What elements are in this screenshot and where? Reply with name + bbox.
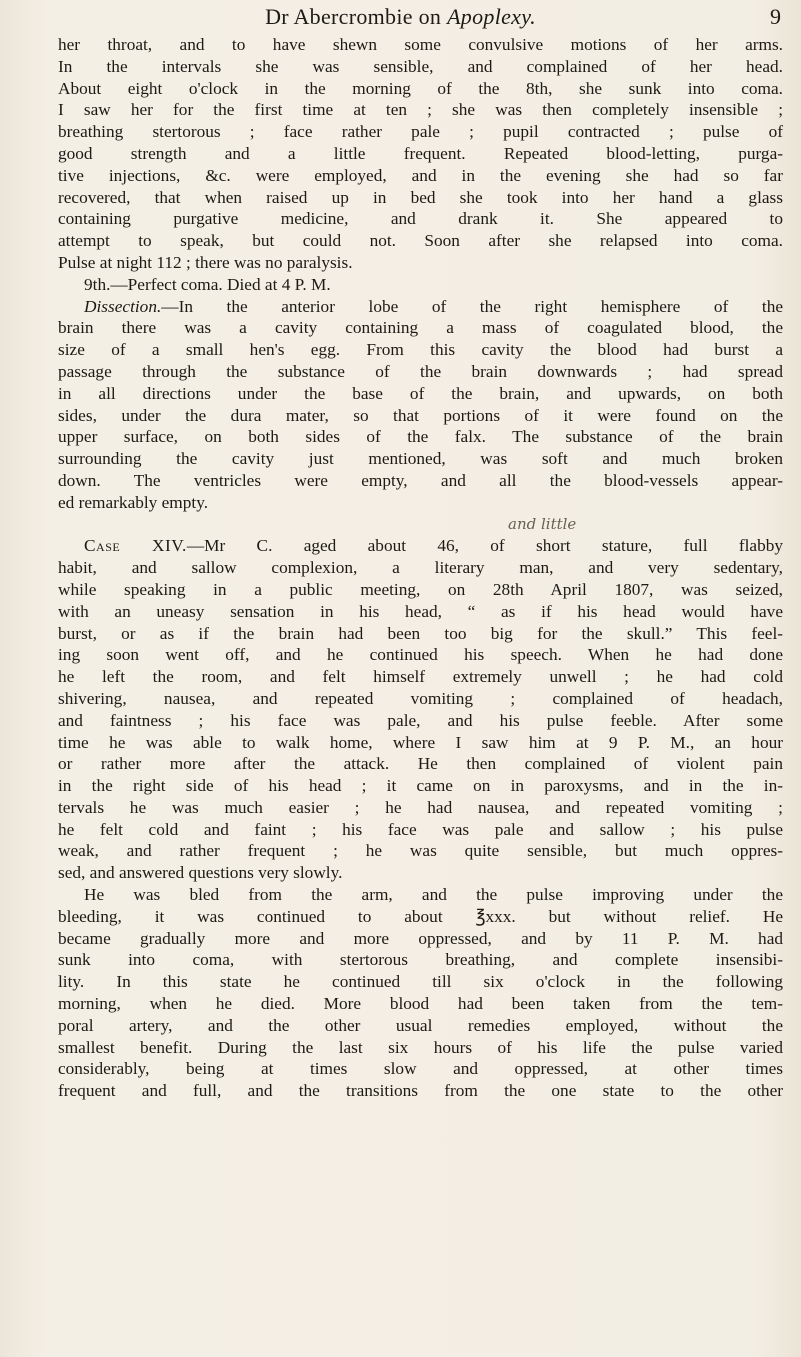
running-head-author: Dr Abercrombie on bbox=[265, 4, 442, 29]
text-line: with an uneasy sensation in his head, “ as if his head would have bbox=[58, 601, 783, 621]
text-line: size of a small hen's egg. From this cavity the blood had burst a bbox=[58, 340, 783, 360]
text-line: containing purgative medicine, and drank it. She appeared to bbox=[58, 209, 783, 229]
text-line: —Mr C. aged about 46, of short stature, full flabby bbox=[186, 536, 783, 556]
text-line: and faintness ; his face was pale, and his pulse feeble. After some bbox=[58, 710, 783, 730]
running-head bbox=[0, 2, 801, 32]
text-line: frequent and full, and the transitions from the one state to the other bbox=[58, 1081, 783, 1101]
text-line: or rather more after the attack. He then complained of violent pain bbox=[58, 754, 783, 774]
dissection-first-line bbox=[58, 296, 783, 318]
text-line: good strength and a little frequent. Repeated blood-letting, purga- bbox=[58, 143, 783, 163]
text-line: breathing stertorous ; face rather pale ; pupil contracted ; pulse of bbox=[58, 122, 783, 142]
text-line: About eight o'clock in the morning of the 8th, she sunk into coma. bbox=[58, 78, 783, 98]
text-line: in the right side of his head ; it came on in paroxysms, and in the in- bbox=[58, 776, 783, 796]
text-line: attempt to speak, but could not. Soon after she relapsed into coma. bbox=[58, 231, 783, 251]
text-line: became gradually more and more oppressed, and by 11 P. M. had bbox=[58, 928, 783, 948]
text-line: considerably, being at times slow and oppressed, at other times bbox=[58, 1059, 783, 1079]
dissection-label: Dissection. bbox=[84, 296, 162, 316]
text-line: ed remarkably empty. bbox=[58, 492, 209, 512]
text-line: sed, and answered questions very slowly. bbox=[58, 863, 343, 883]
text-line: In the intervals she was sensible, and complained of her head. bbox=[58, 56, 783, 76]
text-line: —In the anterior lobe of the right hemisphere of the bbox=[161, 296, 783, 316]
text-line: brain there was a cavity containing a mass of coagulated blood, the bbox=[58, 318, 783, 338]
text-line: recovered, that when raised up in bed she took into her hand a glass bbox=[58, 187, 783, 207]
ninth-day-line: 9th.—Perfect coma. Died at 4 P. M. bbox=[84, 274, 331, 294]
text-line: habit, and sallow complexion, a literary man, and very sedentary, bbox=[58, 558, 783, 578]
case-first-line bbox=[58, 535, 783, 557]
text-line: he left the room, and felt himself extremely unwell ; he had cold bbox=[58, 667, 783, 687]
running-head-subject: Apoplexy. bbox=[447, 4, 536, 29]
text-line: surrounding the cavity just mentioned, was soft and much broken bbox=[58, 449, 783, 469]
text-line: tervals he was much easier ; he had nausea, and repeated vomiting ; bbox=[58, 797, 783, 817]
text-line: he felt cold and faint ; his face was pale and sallow ; his pulse bbox=[58, 819, 783, 839]
text-line: in all directions under the base of the brain, and upwards, on both bbox=[58, 383, 783, 403]
text-line: poral artery, and the other usual remedies employed, without the bbox=[58, 1015, 783, 1035]
case-label: Case XIV. bbox=[84, 536, 187, 556]
page-number: 9 bbox=[770, 4, 781, 29]
running-head-title bbox=[0, 4, 801, 30]
text-line: weak, and rather frequent ; he was quite sensible, but much oppres- bbox=[58, 841, 783, 861]
text-line: shivering, nausea, and repeated vomiting ; complained of headach, bbox=[58, 688, 783, 708]
text-line: while speaking in a public meeting, on 28th April 1807, was seized, bbox=[58, 579, 783, 599]
text-line: burst, or as if the brain had been too big for the skull.” This feel- bbox=[58, 623, 783, 643]
body-text bbox=[58, 34, 783, 1102]
text-line: tive injections, &c. were employed, and in the evening she had so far bbox=[58, 165, 783, 185]
text-line: I saw her for the first time at ten ; she was then completely insensible ; bbox=[58, 100, 783, 120]
text-line: down. The ventricles were empty, and all the blood-vessels appear- bbox=[58, 470, 783, 490]
text-line: her throat, and to have shewn some convulsive motions of her arms. bbox=[58, 35, 783, 54]
text-line: upper surface, on both sides of the falx. The substance of the brain bbox=[58, 427, 783, 447]
text-line: ing soon went off, and he continued his speech. When he had done bbox=[58, 645, 783, 665]
text-line: morning, when he died. More blood had been taken from the tem- bbox=[58, 994, 783, 1014]
text-line: Pulse at night 112 ; there was no paralysis. bbox=[58, 252, 353, 272]
handwritten-annotation: and little bbox=[508, 514, 577, 533]
text-line: time he was able to walk home, where I saw him at 9 P. M., an hour bbox=[58, 732, 783, 752]
text-line: sides, under the dura mater, so that portions of it were found on the bbox=[58, 405, 783, 425]
text-line: lity. In this state he continued till six o'clock in the following bbox=[58, 972, 783, 992]
text-line: He was bled from the arm, and the pulse improving under the bbox=[84, 885, 783, 905]
text-line: sunk into coma, with stertorous breathing, and complete insensibi- bbox=[58, 950, 783, 970]
text-line: smallest benefit. During the last six hours of his life the pulse varied bbox=[58, 1037, 783, 1057]
text-line: passage through the substance of the brain downwards ; had spread bbox=[58, 361, 783, 381]
text-line: bleeding, it was continued to about ℥xxx. but without relief. He bbox=[58, 906, 783, 926]
